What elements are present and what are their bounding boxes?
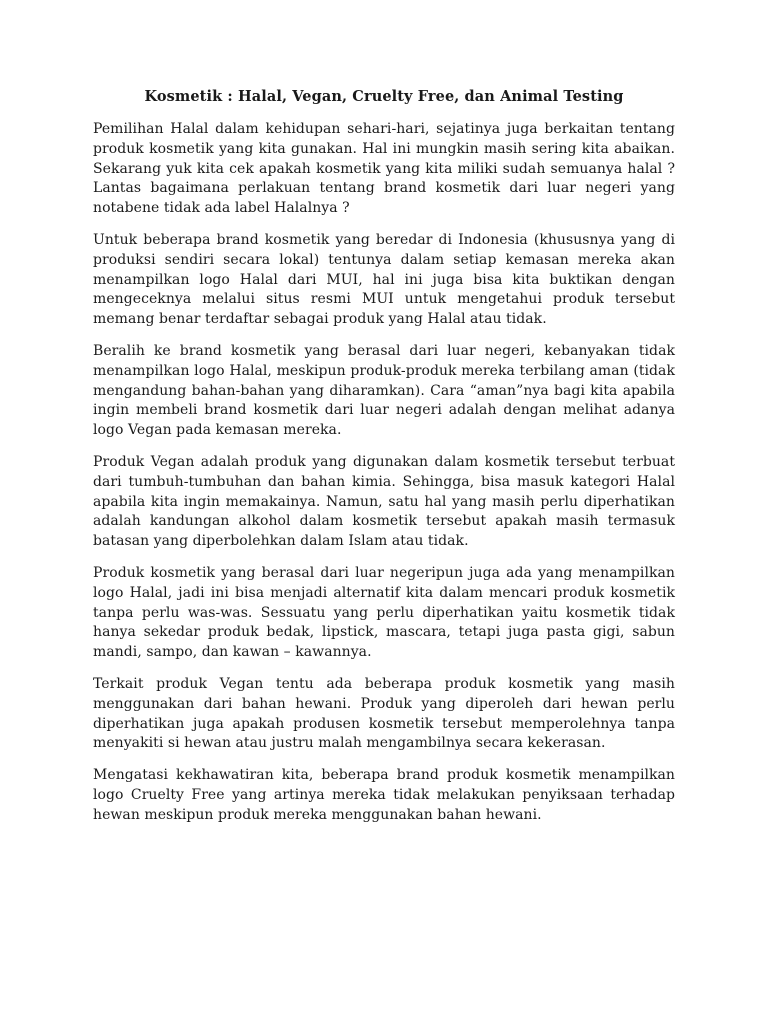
paragraph-4: Produk Vegan adalah produk yang digunakan dalam kosmetik tersebut terbuat dari tumbuh-tumbuhan dan bahan kimia. Sehingga, bisa masuk kategori Halal apabila kita ingin memakainya. Namun, satu hal yang masih perlu diperhatikan adalah kandungan alkohol dalam kosmetik tersebut apakah masih termasuk batasan yang diperbolehkan dalam Islam atau tidak. (93, 453, 675, 550)
paragraph-1: Pemilihan Halal dalam kehidupan sehari-hari, sejatinya juga berkaitan tentang produk kosmetik yang kita gunakan. Hal ini mungkin masih sering kita abaikan. Sekarang yuk kita cek apakah kosmetik yang kita miliki sudah semuanya halal ? Lantas bagaimana perlakuan tentang brand kosmetik dari luar negeri yang notabene tidak ada label Halalnya ? (93, 121, 675, 217)
paragraph-3: Beralih ke brand kosmetik yang berasal dari luar negeri, kebanyakan tidak menampilkan logo Halal, meskipun produk-produk mereka terbilang aman (tidak mengandung bahan-bahan yang diharamkan). Cara “aman”nya bagi kita apabila ingin membeli brand kosmetik dari luar negeri adalah dengan melihat adanya logo Vegan pada kemasan mereka. (93, 342, 675, 439)
paragraph-6: Terkait produk Vegan tentu ada beberapa produk kosmetik yang masih menggunakan dari bahan hewani. Produk yang diperoleh dari hewan perlu diperhatikan juga apakah produsen kosmetik tersebut memperolehnya tanpa menyakiti si hewan atau justru malah mengambilnya secara kekerasan. (93, 675, 675, 752)
paragraph-7: Mengatasi kekhawatiran kita, beberapa brand produk kosmetik menampilkan logo Cruelty Free yang artinya mereka tidak melakukan penyiksaan terhadap hewan meskipun produk mereka menggunakan bahan hewani. (93, 767, 675, 823)
document-body (93, 86, 675, 838)
document-title: Kosmetik : Halal, Vegan, Cruelty Free, dan Animal Testing (144, 88, 624, 105)
paragraph-2: Untuk beberapa brand kosmetik yang beredar di Indonesia (khususnya yang di produksi sendiri secara lokal) tentunya dalam setiap kemasan mereka akan menampilkan logo Halal dari MUI, hal ini juga bisa kita buktikan dengan mengeceknya melalui situs resmi MUI untuk mengetahui produk tersebut memang benar terdaftar sebagai produk yang Halal atau tidak. (93, 231, 675, 328)
paragraph-5: Produk kosmetik yang berasal dari luar negeripun juga ada yang menampilkan logo Halal, jadi ini bisa menjadi alternatif kita dalam mencari produk kosmetik tanpa perlu was-was. Sessuatu yang perlu diperhatikan yaitu kosmetik tidak hanya sekedar produk bedak, lipstick, mascara, tetapi juga pasta gigi, sabun mandi, sampo, dan kawan – kawannya. (93, 564, 675, 661)
